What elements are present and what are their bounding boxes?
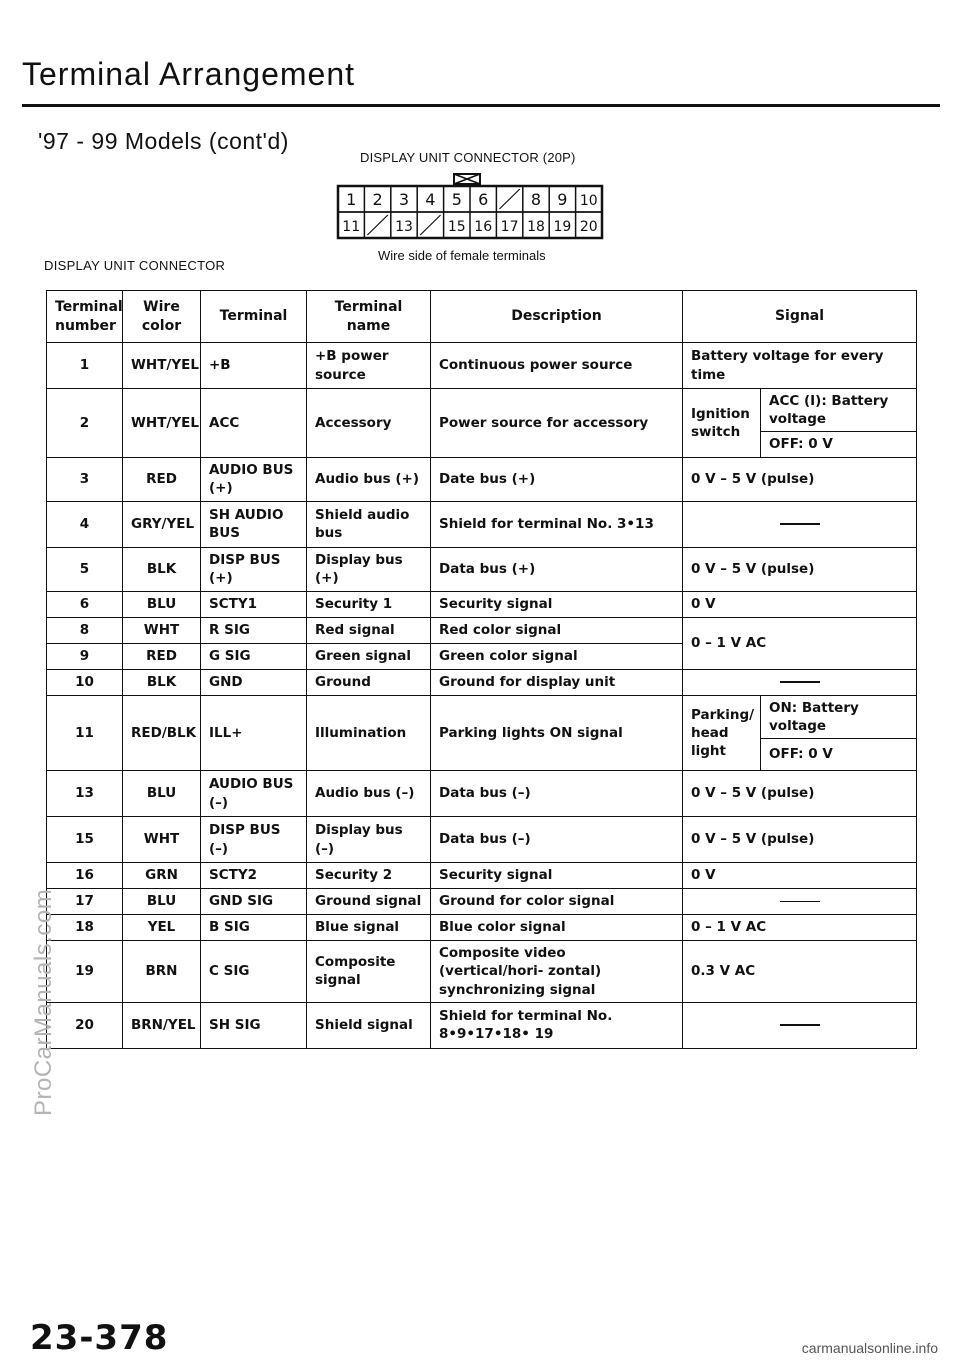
dash-mark bbox=[780, 681, 820, 683]
table-row bbox=[47, 941, 917, 1003]
table-row bbox=[47, 771, 917, 817]
cell-terminal-number: 11 bbox=[47, 695, 123, 770]
cell-description: Red color signal bbox=[431, 617, 683, 643]
dash-mark bbox=[780, 523, 820, 525]
cell-terminal-number: 13 bbox=[47, 771, 123, 817]
cell-terminal-name: Red signal bbox=[307, 617, 431, 643]
cell-terminal: R SIG bbox=[201, 617, 307, 643]
terminal-table-wrap bbox=[46, 290, 916, 1049]
cell-description: Ground for color signal bbox=[431, 889, 683, 915]
cell-wire-color: WHT bbox=[123, 817, 201, 863]
connector-face-diagram bbox=[330, 172, 610, 244]
connector-diagram bbox=[330, 150, 630, 270]
cell-signal: 0 – 1 V AC bbox=[683, 617, 917, 669]
cell-description: Shield for terminal No. 8•9•17•18• 19 bbox=[431, 1002, 683, 1048]
cell-signal: 0 – 1 V AC bbox=[683, 915, 917, 941]
cell-terminal-name: Shield audio bus bbox=[307, 501, 431, 547]
cell-signal-on: ACC (I): Battery voltage bbox=[761, 389, 917, 432]
cell-signal-none bbox=[683, 889, 917, 915]
page-title: Terminal Arrangement bbox=[22, 56, 356, 92]
cell-terminal-number: 19 bbox=[47, 941, 123, 1003]
connector-section-caption: DISPLAY UNIT CONNECTOR bbox=[44, 258, 226, 273]
cell-signal: 0 V bbox=[683, 591, 917, 617]
cell-signal-off: OFF: 0 V bbox=[761, 739, 917, 771]
connector-pin-label: 20 bbox=[579, 219, 598, 235]
connector-pin-label: 18 bbox=[527, 219, 545, 235]
header-description: Description bbox=[431, 291, 683, 343]
cell-description: Blue color signal bbox=[431, 915, 683, 941]
cell-terminal: GND bbox=[201, 669, 307, 695]
cell-signal: Battery voltage for every time bbox=[683, 343, 917, 389]
cell-wire-color: RED/BLK bbox=[123, 695, 201, 770]
cell-terminal: ILL+ bbox=[201, 695, 307, 770]
cell-signal-none bbox=[683, 501, 917, 547]
connector-caption: Wire side of female terminals bbox=[378, 248, 546, 263]
table-row bbox=[47, 889, 917, 915]
connector-pin-label: 19 bbox=[553, 219, 572, 235]
connector-pin-label: 1 bbox=[346, 190, 357, 209]
cell-signal-label: Parking/ head light bbox=[683, 695, 761, 770]
cell-wire-color: WHT/YEL bbox=[123, 343, 201, 389]
cell-terminal-number: 8 bbox=[47, 617, 123, 643]
watermark bbox=[26, 560, 56, 1120]
footer-site-text: carmanualsonline.info bbox=[801, 1340, 938, 1356]
dash-mark bbox=[780, 1024, 820, 1026]
table-row bbox=[47, 1002, 917, 1048]
cell-terminal-number: 10 bbox=[47, 669, 123, 695]
header-signal: Signal bbox=[683, 291, 917, 343]
dash-mark bbox=[780, 901, 820, 903]
cell-terminal: AUDIO BUS (+) bbox=[201, 457, 307, 501]
cell-wire-color: RED bbox=[123, 457, 201, 501]
cell-signal: 0 V bbox=[683, 863, 917, 889]
table-row bbox=[47, 695, 917, 738]
cell-wire-color: BRN bbox=[123, 941, 201, 1003]
table-row bbox=[47, 669, 917, 695]
table-row bbox=[47, 817, 917, 863]
table-row bbox=[47, 591, 917, 617]
connector-pin-label: 9 bbox=[557, 190, 568, 209]
cell-description: Parking lights ON signal bbox=[431, 695, 683, 770]
cell-description: Continuous power source bbox=[431, 343, 683, 389]
cell-wire-color: GRY/YEL bbox=[123, 501, 201, 547]
cell-signal-none bbox=[683, 1002, 917, 1048]
connector-pin-label: 10 bbox=[579, 193, 598, 209]
cell-description: Date bus (+) bbox=[431, 457, 683, 501]
table-row bbox=[47, 915, 917, 941]
cell-terminal-name: Audio bus (+) bbox=[307, 457, 431, 501]
cell-terminal-name: +B power source bbox=[307, 343, 431, 389]
cell-signal-label: Ignition switch bbox=[683, 389, 761, 458]
cell-description: Composite video (vertical/hori- zontal) synchronizing signal bbox=[431, 941, 683, 1003]
cell-terminal: DISP BUS (–) bbox=[201, 817, 307, 863]
connector-pin-label: 13 bbox=[395, 219, 413, 235]
cell-description: Data bus (+) bbox=[431, 547, 683, 591]
cell-terminal-number: 9 bbox=[47, 643, 123, 669]
header-wire-color: Wire color bbox=[123, 291, 201, 343]
cell-terminal: SCTY2 bbox=[201, 863, 307, 889]
cell-terminal-number: 4 bbox=[47, 501, 123, 547]
cell-terminal-name: Illumination bbox=[307, 695, 431, 770]
cell-terminal-number: 5 bbox=[47, 547, 123, 591]
cell-wire-color: BLU bbox=[123, 771, 201, 817]
cell-wire-color: GRN bbox=[123, 863, 201, 889]
cell-terminal-name: Green signal bbox=[307, 643, 431, 669]
header-terminal: Terminal bbox=[201, 291, 307, 343]
connector-pin-label: 11 bbox=[342, 219, 361, 235]
cell-terminal-number: 15 bbox=[47, 817, 123, 863]
cell-terminal: AUDIO BUS (–) bbox=[201, 771, 307, 817]
cell-description: Security signal bbox=[431, 863, 683, 889]
table-row bbox=[47, 501, 917, 547]
cell-terminal: G SIG bbox=[201, 643, 307, 669]
cell-description: Ground for display unit bbox=[431, 669, 683, 695]
cell-signal: 0 V – 5 V (pulse) bbox=[683, 457, 917, 501]
cell-terminal-name: Shield signal bbox=[307, 1002, 431, 1048]
cell-terminal-name: Blue signal bbox=[307, 915, 431, 941]
cell-description: Security signal bbox=[431, 591, 683, 617]
connector-pin-label: 5 bbox=[451, 190, 462, 209]
cell-wire-color: WHT/YEL bbox=[123, 389, 201, 458]
cell-wire-color: BLK bbox=[123, 669, 201, 695]
cell-terminal-name: Accessory bbox=[307, 389, 431, 458]
cell-terminal-name: Display bus (+) bbox=[307, 547, 431, 591]
header-terminal-number: Terminal number bbox=[47, 291, 123, 343]
cell-terminal-number: 20 bbox=[47, 1002, 123, 1048]
connector-pin-label: 2 bbox=[372, 190, 383, 209]
title-rule bbox=[22, 104, 940, 107]
cell-terminal-number: 6 bbox=[47, 591, 123, 617]
cell-terminal-name: Composite signal bbox=[307, 941, 431, 1003]
cell-description: Shield for terminal No. 3•13 bbox=[431, 501, 683, 547]
watermark-text: ProCarManuals.com bbox=[30, 888, 57, 1116]
table-row bbox=[47, 617, 917, 643]
cell-wire-color: BLU bbox=[123, 889, 201, 915]
cell-terminal: SH SIG bbox=[201, 1002, 307, 1048]
cell-signal-off: OFF: 0 V bbox=[761, 432, 917, 457]
terminal-table bbox=[46, 290, 917, 1049]
cell-terminal: GND SIG bbox=[201, 889, 307, 915]
cell-terminal-number: 17 bbox=[47, 889, 123, 915]
connector-pin-label: 6 bbox=[478, 190, 489, 209]
cell-terminal-number: 1 bbox=[47, 343, 123, 389]
cell-terminal-name: Security 1 bbox=[307, 591, 431, 617]
cell-terminal-number: 18 bbox=[47, 915, 123, 941]
table-row bbox=[47, 343, 917, 389]
page-subtitle: '97 - 99 Models (cont'd) bbox=[38, 128, 289, 154]
cell-wire-color: RED bbox=[123, 643, 201, 669]
cell-description: Data bus (–) bbox=[431, 771, 683, 817]
connector-pin-label: 15 bbox=[447, 219, 466, 235]
cell-description: Data bus (–) bbox=[431, 817, 683, 863]
cell-wire-color: BRN/YEL bbox=[123, 1002, 201, 1048]
cell-terminal-number: 3 bbox=[47, 457, 123, 501]
cell-signal: 0.3 V AC bbox=[683, 941, 917, 1003]
table-row bbox=[47, 389, 917, 432]
cell-terminal-number: 2 bbox=[47, 389, 123, 458]
connector-pin-label: 8 bbox=[530, 190, 542, 209]
cell-wire-color: YEL bbox=[123, 915, 201, 941]
cell-terminal: ACC bbox=[201, 389, 307, 458]
cell-signal-none bbox=[683, 669, 917, 695]
cell-terminal-number: 16 bbox=[47, 863, 123, 889]
cell-signal: 0 V – 5 V (pulse) bbox=[683, 817, 917, 863]
page-number: 23-378 bbox=[30, 1318, 169, 1358]
cell-terminal-name: Ground bbox=[307, 669, 431, 695]
table-header-row bbox=[47, 291, 917, 343]
cell-terminal-name: Display bus (–) bbox=[307, 817, 431, 863]
cell-terminal-name: Ground signal bbox=[307, 889, 431, 915]
connector-title: DISPLAY UNIT CONNECTOR (20P) bbox=[360, 150, 576, 165]
cell-wire-color: BLU bbox=[123, 591, 201, 617]
cell-terminal: SH AUDIO BUS bbox=[201, 501, 307, 547]
connector-pin-label: 16 bbox=[474, 219, 493, 235]
table-row bbox=[47, 863, 917, 889]
cell-terminal: +B bbox=[201, 343, 307, 389]
cell-signal: 0 V – 5 V (pulse) bbox=[683, 547, 917, 591]
cell-terminal: DISP BUS (+) bbox=[201, 547, 307, 591]
connector-pin-label: 17 bbox=[500, 219, 519, 235]
cell-terminal-name: Security 2 bbox=[307, 863, 431, 889]
cell-terminal: SCTY1 bbox=[201, 591, 307, 617]
connector-pin-label: 3 bbox=[398, 190, 410, 209]
cell-wire-color: WHT bbox=[123, 617, 201, 643]
cell-signal-on: ON: Battery voltage bbox=[761, 695, 917, 738]
header-terminal-name: Terminal name bbox=[307, 291, 431, 343]
cell-wire-color: BLK bbox=[123, 547, 201, 591]
table-row bbox=[47, 457, 917, 501]
cell-terminal-name: Audio bus (–) bbox=[307, 771, 431, 817]
cell-signal: 0 V – 5 V (pulse) bbox=[683, 771, 917, 817]
cell-description: Power source for accessory bbox=[431, 389, 683, 458]
connector-pin-label: 4 bbox=[425, 190, 436, 209]
cell-terminal: C SIG bbox=[201, 941, 307, 1003]
cell-description: Green color signal bbox=[431, 643, 683, 669]
table-row bbox=[47, 547, 917, 591]
cell-terminal: B SIG bbox=[201, 915, 307, 941]
